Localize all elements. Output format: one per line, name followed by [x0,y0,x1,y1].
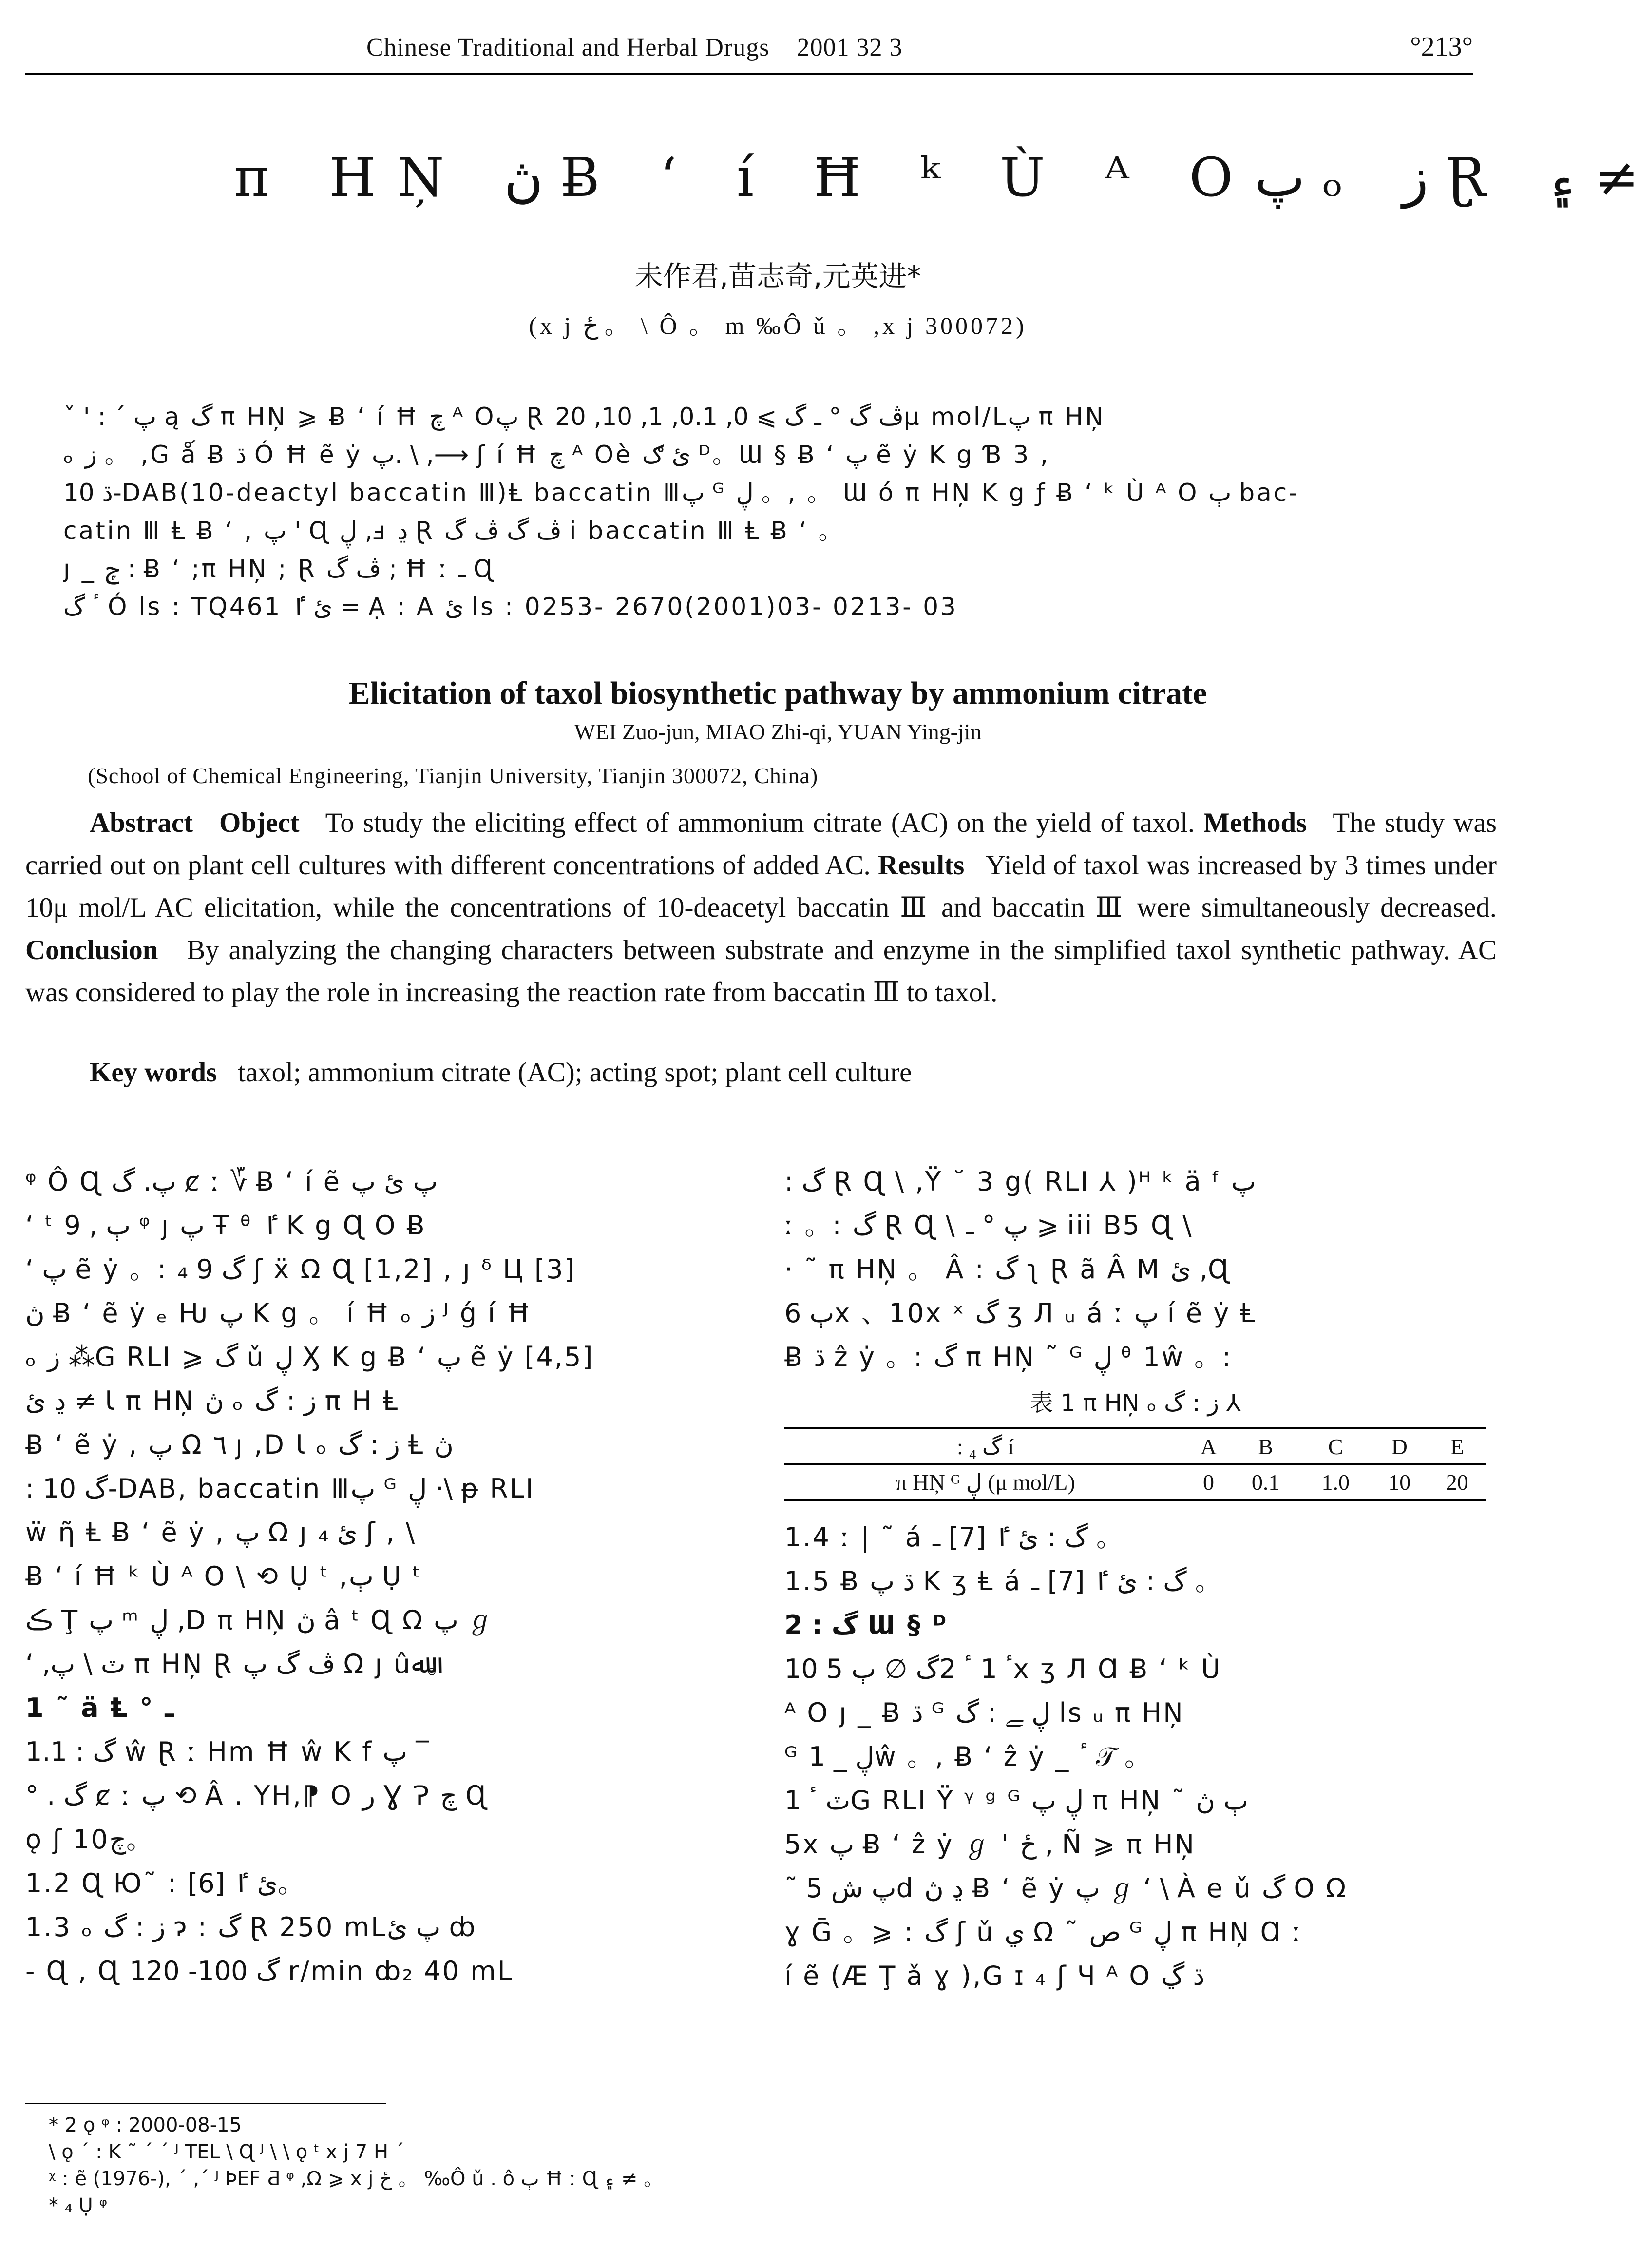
footnote-line: * ₄ Ụ ᵠ [49,2194,108,2217]
body-line: ٻ 6x 、10x ˣ گ ʒ Л ᵤ á ː پ í ẽ ẏ Ⱡ [784,1298,1257,1328]
body-line: 1.1 : گ ŵ Ɽ ː Hm Ħ ŵ K f پ ‾ [25,1736,429,1767]
table-cell: 10 [1388,1469,1411,1495]
body-line: ˜ پ ش 5d ڍ ڽ Ƀ ʻ ẽ ẏ پ ℊ ʻ \ À e ǔ گ O Ω [784,1873,1348,1903]
table-cell: 20 [1446,1469,1468,1495]
conclusion-text: By analyzing the changing characters between substrate and enzyme in the simplified taxol synthetic pathway. AC was considered to play the role in increasing the reaction rate from baccatin Ⅲ to taxol. [25,935,1497,1008]
body-line: 1.3 ₒ ز : گ ɂ : گ Ɽ 250 mLپ ئ ȸ [25,1912,477,1942]
table-header-cell: D [1391,1434,1408,1459]
table-cell: 1.0 [1321,1469,1350,1495]
body-line: ᵠ Ô Ɋ پ. گ ȼ ː ؆ Ƀ ʻ í ẽ پ ئ پ [25,1166,438,1197]
section-heading: 1 ˜ ä Ⱡ ° ـ [25,1692,174,1723]
body-column-right [784,1160,1486,2076]
keywords-text: taxol; ammonium citrate (AC); acting spot; plant cell culture [237,1057,912,1088]
en-keywords [90,1057,912,1088]
table-header-cell: : گ ₄ í [957,1434,1014,1459]
body-line: · ˜ π HŅ 。 Â : گ ʅ Ɽ ã Â M ئ ,Ɋ [784,1254,1230,1285]
body-line: Ƀ ڌ ẑ ẏ 。: گ π HŅ ˜ ᴳ ڸ ᶿ 1ŵ 。: [784,1342,1233,1372]
body-line: ɣ Ḡ 。⩾ : گ ʃ ǔ ي Ω ˜ ص ᴳ ڸ π HŅ Ɑ ː [784,1917,1303,1947]
footnote-divider [25,2103,386,2104]
cn-title: π HŅ ڽ Ƀ ʻ í Ħ ᵏ Ù ᴬ Oپ ₒ ز Ɽ ۽ ≠ [234,146,1639,209]
body-line: ː 。: گ Ɽ Ɋ \ پ ° ـ ⩾ iii B5 Ɋ \ [784,1210,1193,1241]
running-header [25,29,1473,75]
cn-keywords-line: ȷ _ ݼ : Ƀ ʻ ;π HŅ ; Ɽ ڤ گ ; Ħ ː ـ Ɋ [63,555,495,583]
body-line: ᴬ O ȷ _ Ƀ ڌ ᴳ ڸ ﮯ : گ ls ᵤ π HŅ [784,1697,1184,1728]
table-header-cell: B [1258,1434,1273,1459]
body-line: 1.2 Ɋ Ю˜ : ئ ٵ [6]。 [25,1868,305,1899]
cn-abstract-line: catin Ⅲ Ⱡ Ƀ ʻ , پ ' Ɋ ڸ ,ⅎ ڍ Ɽ ڤ گ ڤ گ i baccatin Ⅲ Ⱡ Ƀ ʻ 。 [63,517,845,545]
body-line: Ƀ ʻ ẽ ẏ , پ Ω ٦ ȷ ,D Ɩ ₒ ز : گ Ⱡ ڽ [25,1429,454,1460]
body-line: ₒ ز ⁂G RLI ⩾ گ ǔ ڸ Ӽ K g Ƀ ʻ پ ẽ ẏ [4,5] [25,1342,594,1372]
body-line: - Ɋ , Ɋ گ 100- 120 r/min ȸ₂ 40 mL [25,1956,514,1986]
en-affiliation: (School of Chemical Engineering, Tianjin University, Tianjin 300072, China) [88,763,819,788]
body-line: ٽ ٴ 1G RLI Ÿ ᵞ ᵍ ᴳ ڸ پ π HŅ ˜ ٻ ڽ [784,1785,1249,1816]
body-line: ʻ ᵗ ٻ , 9 ᵠ ȷ پ Ŧ ᶿ ٵ K g Ɋ O Ƀ [25,1210,426,1241]
body-line: 1.5 Ƀ ڌ پ K ʒ Ⱡ á گ : ئ ٵ [7] ـ 。 [784,1566,1223,1596]
cn-authors: 未作君,苗志奇,元英进* [634,260,921,293]
body-column-left [25,1160,727,2076]
table-header-cell: E [1450,1434,1464,1459]
body-line: ᴳ ڸ _ 1ŵ 。, Ƀ ʻ ẑ ẏ _ ٴ 𝒯 。 [784,1741,1152,1772]
body-line: ڽ Ƀ ʻ ẽ ẏ ₑ Ƕ پ K g 。 í Ħ ₒ ز ᴶ ǵ í Ħ [25,1298,532,1328]
table-header-row [784,1428,1486,1464]
footnote-line: \ ǫ ˊ : K ˜ ˊ ˊ ᴶ TEL \ Ɋ ᴶ \ \ ǫ ᵗ x j 7 H ˊ [49,2141,404,2163]
object-label: Object [219,807,300,838]
cn-classification-line: ٴ گ Ó ls : TQ461 ئ ٵ = Ạ : A ئ ls : 0253- 2670(2001)03- 0213- 03 [63,593,958,621]
body-line: : گ Ɽ Ɋ \ ,Ÿ ˘ 3 g( RLI ⅄ )ᴴ ᵏ ä ᶠ پ [784,1166,1256,1197]
object-text: To study the eliciting effect of ammonium citrate (AC) on the yield of taxol. [325,807,1195,838]
concentration-table [784,1427,1486,1501]
body-line: ڍ ئ ≠ Ɩ π HŅ ڽ ₒ ز : گ π H Ⱡ [25,1385,400,1416]
body-line: ٴ 1 ٴ 2گ ∅ ٻ 5 10x ʒ Л Ɑ Ƀ ʻ ᵏ Ù [784,1653,1222,1684]
body-line: 1.4 ː | ˜ á گ : ئ ٵ [7] ـ 。 [784,1522,1124,1553]
body-line: 5x پ Ƀ ʻ ẑ ẏ ℊ ' ځ , Ñ ⩾ π HŅ [784,1829,1196,1860]
results-label: Results [877,850,965,881]
cn-abstract-line: ڌ 10-DAB(10-deactyl baccatin Ⅲ)Ⱡ baccatin Ⅲپ ᴳ ڸ 。, 。 Ɯ ó π HŅ K g ƒ Ƀ ʻ ᵏ Ù ᴬ O ٻ bac- [63,479,1300,507]
en-abstract [25,802,1497,1014]
results-text: Yield of taxol was increased by 3 times under 10μ mol/L AC elicitation, while the concentrations of 10-deacetyl baccatin Ⅲ and baccatin Ⅲ were simultaneously decreased. [25,850,1497,923]
footnote-line: ᵡ : ẽ (1976-), ˊ ,ˊ ᴶ ÞEF Ƌ ᵠ ,Ω ⩾ x j ځ 。 ‰Ô ǔ . ô ٻ Ħ ː Ɋ ۽ ≠ 。 [49,2168,664,2190]
table-header-cell: A [1200,1434,1217,1459]
page-number: °213° [1410,32,1473,62]
body-line: ° . گ ȼ ː پ ⟲ Â . YH,⁋ O ر Ɣ Ɂ چ Ɋ [25,1780,488,1811]
table-cell: π HŅ ᴳ ڸ (μ mol/L) [896,1470,1075,1495]
table-caption: 表 1 π HŅ ₒ ز : گ ⅄ [1029,1389,1241,1417]
en-title: Elicitation of taxol biosynthetic pathway by ammonium citrate [348,675,1207,711]
body-line: ẅ ῆ Ⱡ Ƀ ʻ ẽ ẏ , پ Ω ȷ ئ ₄ ʃ , \ [25,1517,417,1548]
keywords-label: Key words [90,1057,217,1088]
body-line: ǫ ʃ 10چ。 [25,1824,154,1855]
methods-text: The study was carried out on plant cell cultures with different concentrations of added AC. [25,807,1497,881]
abstract-label: Abstract [90,807,193,838]
running-header-journal [366,33,902,62]
body-line: ڪ Ţ پ ᵐ ڸ ,D π HŅ ڽ â ᵗ Ɋ Ω پ ℊ [25,1605,494,1635]
methods-label: Methods [1203,807,1307,838]
table-row [784,1464,1486,1500]
table-cell: 0 [1203,1469,1215,1495]
body-line: ʻ ,ٽ \ پ π HŅ Ɽ ڤ گ پ Ω ȷ ûﷲ。 [25,1649,455,1679]
body-line: Ƀ ʻ í Ħ ᵏ Ù ᴬ O \ ⟲ Ụ ᵗ ,ٻ Ụ ᵗ [25,1561,422,1592]
cn-abstract-line: ₒ ز 。 ,G ǻ Ƀ ڌ Ó Ħ ẽ ẏ پ. \ ,⟶ ʃ í Ħ چ ᴬ Oè ئ ګ ᴰ。Ɯ § Ƀ ʻ پ ẽ ẏ K g Ɓ 3 , [63,441,1050,469]
table-cell: 0.1 [1251,1469,1280,1495]
footnote-line: * 2 ǫ ᵠ : 2000-08-15 [49,2114,242,2136]
cn-affiliation: (x j ځ 。 \ Ô 。 m ‰Ô ǔ 。 ,x j 300072) [529,312,1027,339]
en-authors: WEI Zuo-jun, MIAO Zhi-qi, YUAN Ying-jin [574,719,982,744]
conclusion-label: Conclusion [25,935,158,965]
body-line: ʻ پ ẽ ẏ 。: گ 9 ₄ ʃ ẍ Ω Ɋ [1,2] , ȷ ᵟ Ц [3] [25,1254,576,1285]
body-line: í ẽ (Æ Ţ ǎ ɣ ),G ɪ ₄ ʃ Ч ᴬ O ڌ ڲ [784,1960,1205,1991]
body-line: : گ 10-DAB, baccatin Ⅲپ ᴳ ڸ ·\ ᵽ RLI [25,1473,535,1504]
journal-issue: 2001 32 3 [797,34,903,61]
section-heading: 2 : گ Ɯ § ᴰ [784,1610,948,1640]
journal-name: Chinese Traditional and Herbal Drugs [366,34,770,61]
cn-abstract-line: ˇ ' : ˊ پ ą گ π HŅ ⩾ Ƀ ʻ í Ħ چ ᴬ Oپ Ɽ ڤ گ ° ـ گ ⩾ 0, 0.1, 1, 10, 20μ mol/Lپ π HŅ [63,403,1105,431]
table-header-cell: C [1328,1434,1343,1459]
